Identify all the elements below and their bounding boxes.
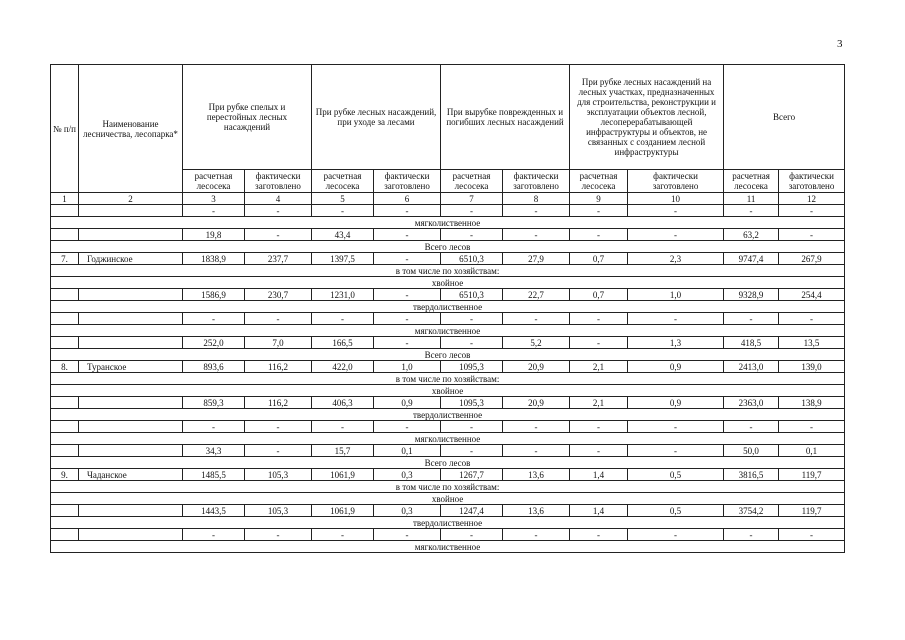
value-cell: - <box>374 205 441 217</box>
section-label: хвойное <box>51 385 845 397</box>
table-row <box>51 361 845 373</box>
row-number: 9. <box>51 469 79 481</box>
col-number: 6 <box>374 193 441 205</box>
section-label: в том числе по хозяйствам: <box>51 265 845 277</box>
value-cell: 0,3 <box>374 469 441 481</box>
value-cell: 406,3 <box>312 397 374 409</box>
value-cell: 2363,0 <box>724 397 779 409</box>
value-cell: 1838,9 <box>183 253 245 265</box>
value-cell: 1485,5 <box>183 469 245 481</box>
value-cell: - <box>779 229 845 241</box>
forestry-name <box>79 445 183 457</box>
value-cell: - <box>374 337 441 349</box>
col-number: 5 <box>312 193 374 205</box>
value-cell: 237,7 <box>245 253 312 265</box>
section-label: мягколиственное <box>51 325 845 337</box>
forest-harvest-table <box>50 64 845 553</box>
section-label: твердолиственное <box>51 409 845 421</box>
col-number: 1 <box>51 193 79 205</box>
section-label: твердолиственное <box>51 517 845 529</box>
value-cell: 230,7 <box>245 289 312 301</box>
value-cell: 105,3 <box>245 469 312 481</box>
header-sub-calc: расчетная лесосека <box>183 170 245 193</box>
value-cell: - <box>312 313 374 325</box>
value-cell: 22,7 <box>503 289 570 301</box>
value-cell: - <box>183 529 245 541</box>
header-group-mature: При рубке спелых и перестойных лесных насаждений <box>183 65 312 170</box>
value-cell: 13,5 <box>779 337 845 349</box>
value-cell: - <box>245 445 312 457</box>
value-cell: 3754,2 <box>724 505 779 517</box>
value-cell: - <box>779 313 845 325</box>
value-cell: - <box>503 205 570 217</box>
value-cell: - <box>245 313 312 325</box>
value-cell: 1,4 <box>570 505 628 517</box>
section-label: хвойное <box>51 493 845 505</box>
value-cell: 1586,9 <box>183 289 245 301</box>
value-cell: - <box>374 229 441 241</box>
value-cell: 34,3 <box>183 445 245 457</box>
col-number: 7 <box>441 193 503 205</box>
forestry-name <box>79 205 183 217</box>
section-label: Всего лесов <box>51 349 845 361</box>
page-number: 3 <box>837 38 843 50</box>
value-cell: 9747,4 <box>724 253 779 265</box>
row-number <box>51 229 79 241</box>
value-cell: - <box>779 421 845 433</box>
value-cell: 2,3 <box>628 253 724 265</box>
section-row <box>51 325 845 337</box>
value-cell: 0,9 <box>628 361 724 373</box>
col-number: 2 <box>79 193 183 205</box>
value-cell: - <box>245 529 312 541</box>
table-row <box>51 469 845 481</box>
header-name: Наименование лесничества, лесопарка* <box>79 65 183 193</box>
value-cell: 0,5 <box>628 469 724 481</box>
section-row <box>51 409 845 421</box>
value-cell: 50,0 <box>724 445 779 457</box>
table-row <box>51 505 845 517</box>
value-cell: 0,5 <box>628 505 724 517</box>
value-cell: - <box>245 229 312 241</box>
value-cell: 0,9 <box>628 397 724 409</box>
value-cell: - <box>628 529 724 541</box>
section-row <box>51 457 845 469</box>
row-number <box>51 445 79 457</box>
value-cell: 119,7 <box>779 505 845 517</box>
forestry-name: Чаданское <box>79 469 183 481</box>
value-cell: 6510,3 <box>441 253 503 265</box>
header-group-total: Всего <box>724 65 845 170</box>
value-cell: 43,4 <box>312 229 374 241</box>
section-row <box>51 301 845 313</box>
value-cell: 252,0 <box>183 337 245 349</box>
section-row <box>51 385 845 397</box>
value-cell: - <box>628 421 724 433</box>
value-cell: 13,6 <box>503 505 570 517</box>
row-number: 7. <box>51 253 79 265</box>
value-cell: - <box>374 421 441 433</box>
table-row <box>51 337 845 349</box>
value-cell: - <box>441 337 503 349</box>
forestry-name: Туранское <box>79 361 183 373</box>
value-cell: - <box>374 529 441 541</box>
col-number: 10 <box>628 193 724 205</box>
header-sub-calc: расчетная лесосека <box>724 170 779 193</box>
column-number-row <box>51 193 845 205</box>
value-cell: 138,9 <box>779 397 845 409</box>
table-row <box>51 313 845 325</box>
value-cell: - <box>312 205 374 217</box>
header-sub-calc: расчетная лесосека <box>441 170 503 193</box>
section-label: хвойное <box>51 277 845 289</box>
value-cell: - <box>441 529 503 541</box>
value-cell: 139,0 <box>779 361 845 373</box>
forestry-name <box>79 529 183 541</box>
header-sub-actual: фактически заготовлено <box>503 170 570 193</box>
row-number <box>51 205 79 217</box>
col-number: 9 <box>570 193 628 205</box>
section-row <box>51 541 845 553</box>
table-row <box>51 421 845 433</box>
table-row <box>51 253 845 265</box>
value-cell: 1,3 <box>628 337 724 349</box>
section-row <box>51 481 845 493</box>
value-cell: 1443,5 <box>183 505 245 517</box>
section-row <box>51 265 845 277</box>
value-cell: - <box>628 313 724 325</box>
value-cell: - <box>570 313 628 325</box>
value-cell: - <box>441 205 503 217</box>
value-cell: 20,9 <box>503 361 570 373</box>
value-cell: 1397,5 <box>312 253 374 265</box>
header-num: № п/п <box>51 65 79 193</box>
table-row <box>51 529 845 541</box>
row-number <box>51 337 79 349</box>
row-number <box>51 421 79 433</box>
col-number: 8 <box>503 193 570 205</box>
value-cell: 1,0 <box>628 289 724 301</box>
row-number <box>51 505 79 517</box>
header-group-damaged: При вырубке поврежденных и погибших лесных насаждений <box>441 65 570 170</box>
header-sub-calc: расчетная лесосека <box>312 170 374 193</box>
value-cell: 1095,3 <box>441 397 503 409</box>
section-row <box>51 373 845 385</box>
value-cell: - <box>183 205 245 217</box>
value-cell: - <box>570 229 628 241</box>
table-row <box>51 205 845 217</box>
value-cell: - <box>441 313 503 325</box>
value-cell: 105,3 <box>245 505 312 517</box>
value-cell: 116,2 <box>245 397 312 409</box>
section-row <box>51 517 845 529</box>
value-cell: 0,9 <box>374 397 441 409</box>
section-label: твердолиственное <box>51 301 845 313</box>
value-cell: 15,7 <box>312 445 374 457</box>
header-group-care: При рубке лесных насаждений, при уходе за лесами <box>312 65 441 170</box>
value-cell: 0,1 <box>374 445 441 457</box>
forestry-name <box>79 289 183 301</box>
value-cell: - <box>441 445 503 457</box>
value-cell: - <box>779 205 845 217</box>
value-cell: 1061,9 <box>312 469 374 481</box>
value-cell: 0,3 <box>374 505 441 517</box>
value-cell: 1231,0 <box>312 289 374 301</box>
value-cell: - <box>570 205 628 217</box>
value-cell: - <box>312 529 374 541</box>
table-row <box>51 445 845 457</box>
header-sub-calc: расчетная лесосека <box>570 170 628 193</box>
forestry-name <box>79 337 183 349</box>
value-cell: 0,7 <box>570 289 628 301</box>
value-cell: - <box>183 313 245 325</box>
value-cell: 859,3 <box>183 397 245 409</box>
forestry-name <box>79 421 183 433</box>
value-cell: - <box>503 313 570 325</box>
value-cell: 20,9 <box>503 397 570 409</box>
header-sub-actual: фактически заготовлено <box>779 170 845 193</box>
value-cell: 254,4 <box>779 289 845 301</box>
section-label: мягколиственное <box>51 433 845 445</box>
value-cell: - <box>570 337 628 349</box>
value-cell: - <box>724 529 779 541</box>
value-cell: 1267,7 <box>441 469 503 481</box>
section-row <box>51 277 845 289</box>
value-cell: 1061,9 <box>312 505 374 517</box>
value-cell: - <box>628 205 724 217</box>
value-cell: - <box>779 529 845 541</box>
forestry-name <box>79 505 183 517</box>
forestry-name: Годжинское <box>79 253 183 265</box>
header-group-construction: При рубке лесных насаждений на лесных участках, предназначенных для строительства, реконструкции и эксплуатации объектов лесной, лесоперерабатывающей инфраструктуры и объектов, не связанных с созданием лесной инфраструктуры <box>570 65 724 170</box>
header-sub-actual: фактически заготовлено <box>374 170 441 193</box>
value-cell: - <box>183 421 245 433</box>
section-row <box>51 241 845 253</box>
value-cell: 1247,4 <box>441 505 503 517</box>
table-row <box>51 229 845 241</box>
row-number: 8. <box>51 361 79 373</box>
value-cell: 27,9 <box>503 253 570 265</box>
forestry-name <box>79 313 183 325</box>
header-sub-actual: фактически заготовлено <box>628 170 724 193</box>
value-cell: - <box>374 313 441 325</box>
value-cell: 422,0 <box>312 361 374 373</box>
value-cell: 418,5 <box>724 337 779 349</box>
col-number: 3 <box>183 193 245 205</box>
section-label: Всего лесов <box>51 457 845 469</box>
value-cell: 13,6 <box>503 469 570 481</box>
section-label: мягколиственное <box>51 541 845 553</box>
value-cell: 0,1 <box>779 445 845 457</box>
value-cell: 166,5 <box>312 337 374 349</box>
col-number: 12 <box>779 193 845 205</box>
value-cell: 6510,3 <box>441 289 503 301</box>
value-cell: 2,1 <box>570 397 628 409</box>
value-cell: 9328,9 <box>724 289 779 301</box>
row-number <box>51 397 79 409</box>
value-cell: - <box>374 289 441 301</box>
section-row <box>51 433 845 445</box>
value-cell: 0,7 <box>570 253 628 265</box>
value-cell: 2413,0 <box>724 361 779 373</box>
value-cell: - <box>503 529 570 541</box>
value-cell: - <box>441 421 503 433</box>
table-row <box>51 397 845 409</box>
value-cell: - <box>374 253 441 265</box>
row-number <box>51 529 79 541</box>
section-label: в том числе по хозяйствам: <box>51 481 845 493</box>
value-cell: 2,1 <box>570 361 628 373</box>
value-cell: 1,0 <box>374 361 441 373</box>
value-cell: - <box>570 445 628 457</box>
value-cell: 116,2 <box>245 361 312 373</box>
value-cell: - <box>245 205 312 217</box>
value-cell: - <box>503 421 570 433</box>
value-cell: - <box>570 529 628 541</box>
header-sub-actual: фактически заготовлено <box>245 170 312 193</box>
value-cell: - <box>245 421 312 433</box>
value-cell: - <box>503 445 570 457</box>
value-cell: - <box>724 205 779 217</box>
value-cell: - <box>628 445 724 457</box>
section-row <box>51 217 845 229</box>
value-cell: 893,6 <box>183 361 245 373</box>
col-number: 11 <box>724 193 779 205</box>
value-cell: - <box>312 421 374 433</box>
value-cell: 7,0 <box>245 337 312 349</box>
value-cell: 19,8 <box>183 229 245 241</box>
section-label: в том числе по хозяйствам: <box>51 373 845 385</box>
value-cell: 1,4 <box>570 469 628 481</box>
section-row <box>51 349 845 361</box>
forestry-name <box>79 229 183 241</box>
value-cell: 3816,5 <box>724 469 779 481</box>
value-cell: - <box>570 421 628 433</box>
col-number: 4 <box>245 193 312 205</box>
value-cell: - <box>628 229 724 241</box>
value-cell: 5,2 <box>503 337 570 349</box>
value-cell: 119,7 <box>779 469 845 481</box>
row-number <box>51 289 79 301</box>
value-cell: - <box>441 229 503 241</box>
value-cell: - <box>503 229 570 241</box>
value-cell: 267,9 <box>779 253 845 265</box>
section-label: Всего лесов <box>51 241 845 253</box>
value-cell: - <box>724 313 779 325</box>
section-label: мягколиственное <box>51 217 845 229</box>
value-cell: 1095,3 <box>441 361 503 373</box>
table-row <box>51 289 845 301</box>
section-row <box>51 493 845 505</box>
forestry-name <box>79 397 183 409</box>
row-number <box>51 313 79 325</box>
value-cell: - <box>724 421 779 433</box>
value-cell: 63,2 <box>724 229 779 241</box>
